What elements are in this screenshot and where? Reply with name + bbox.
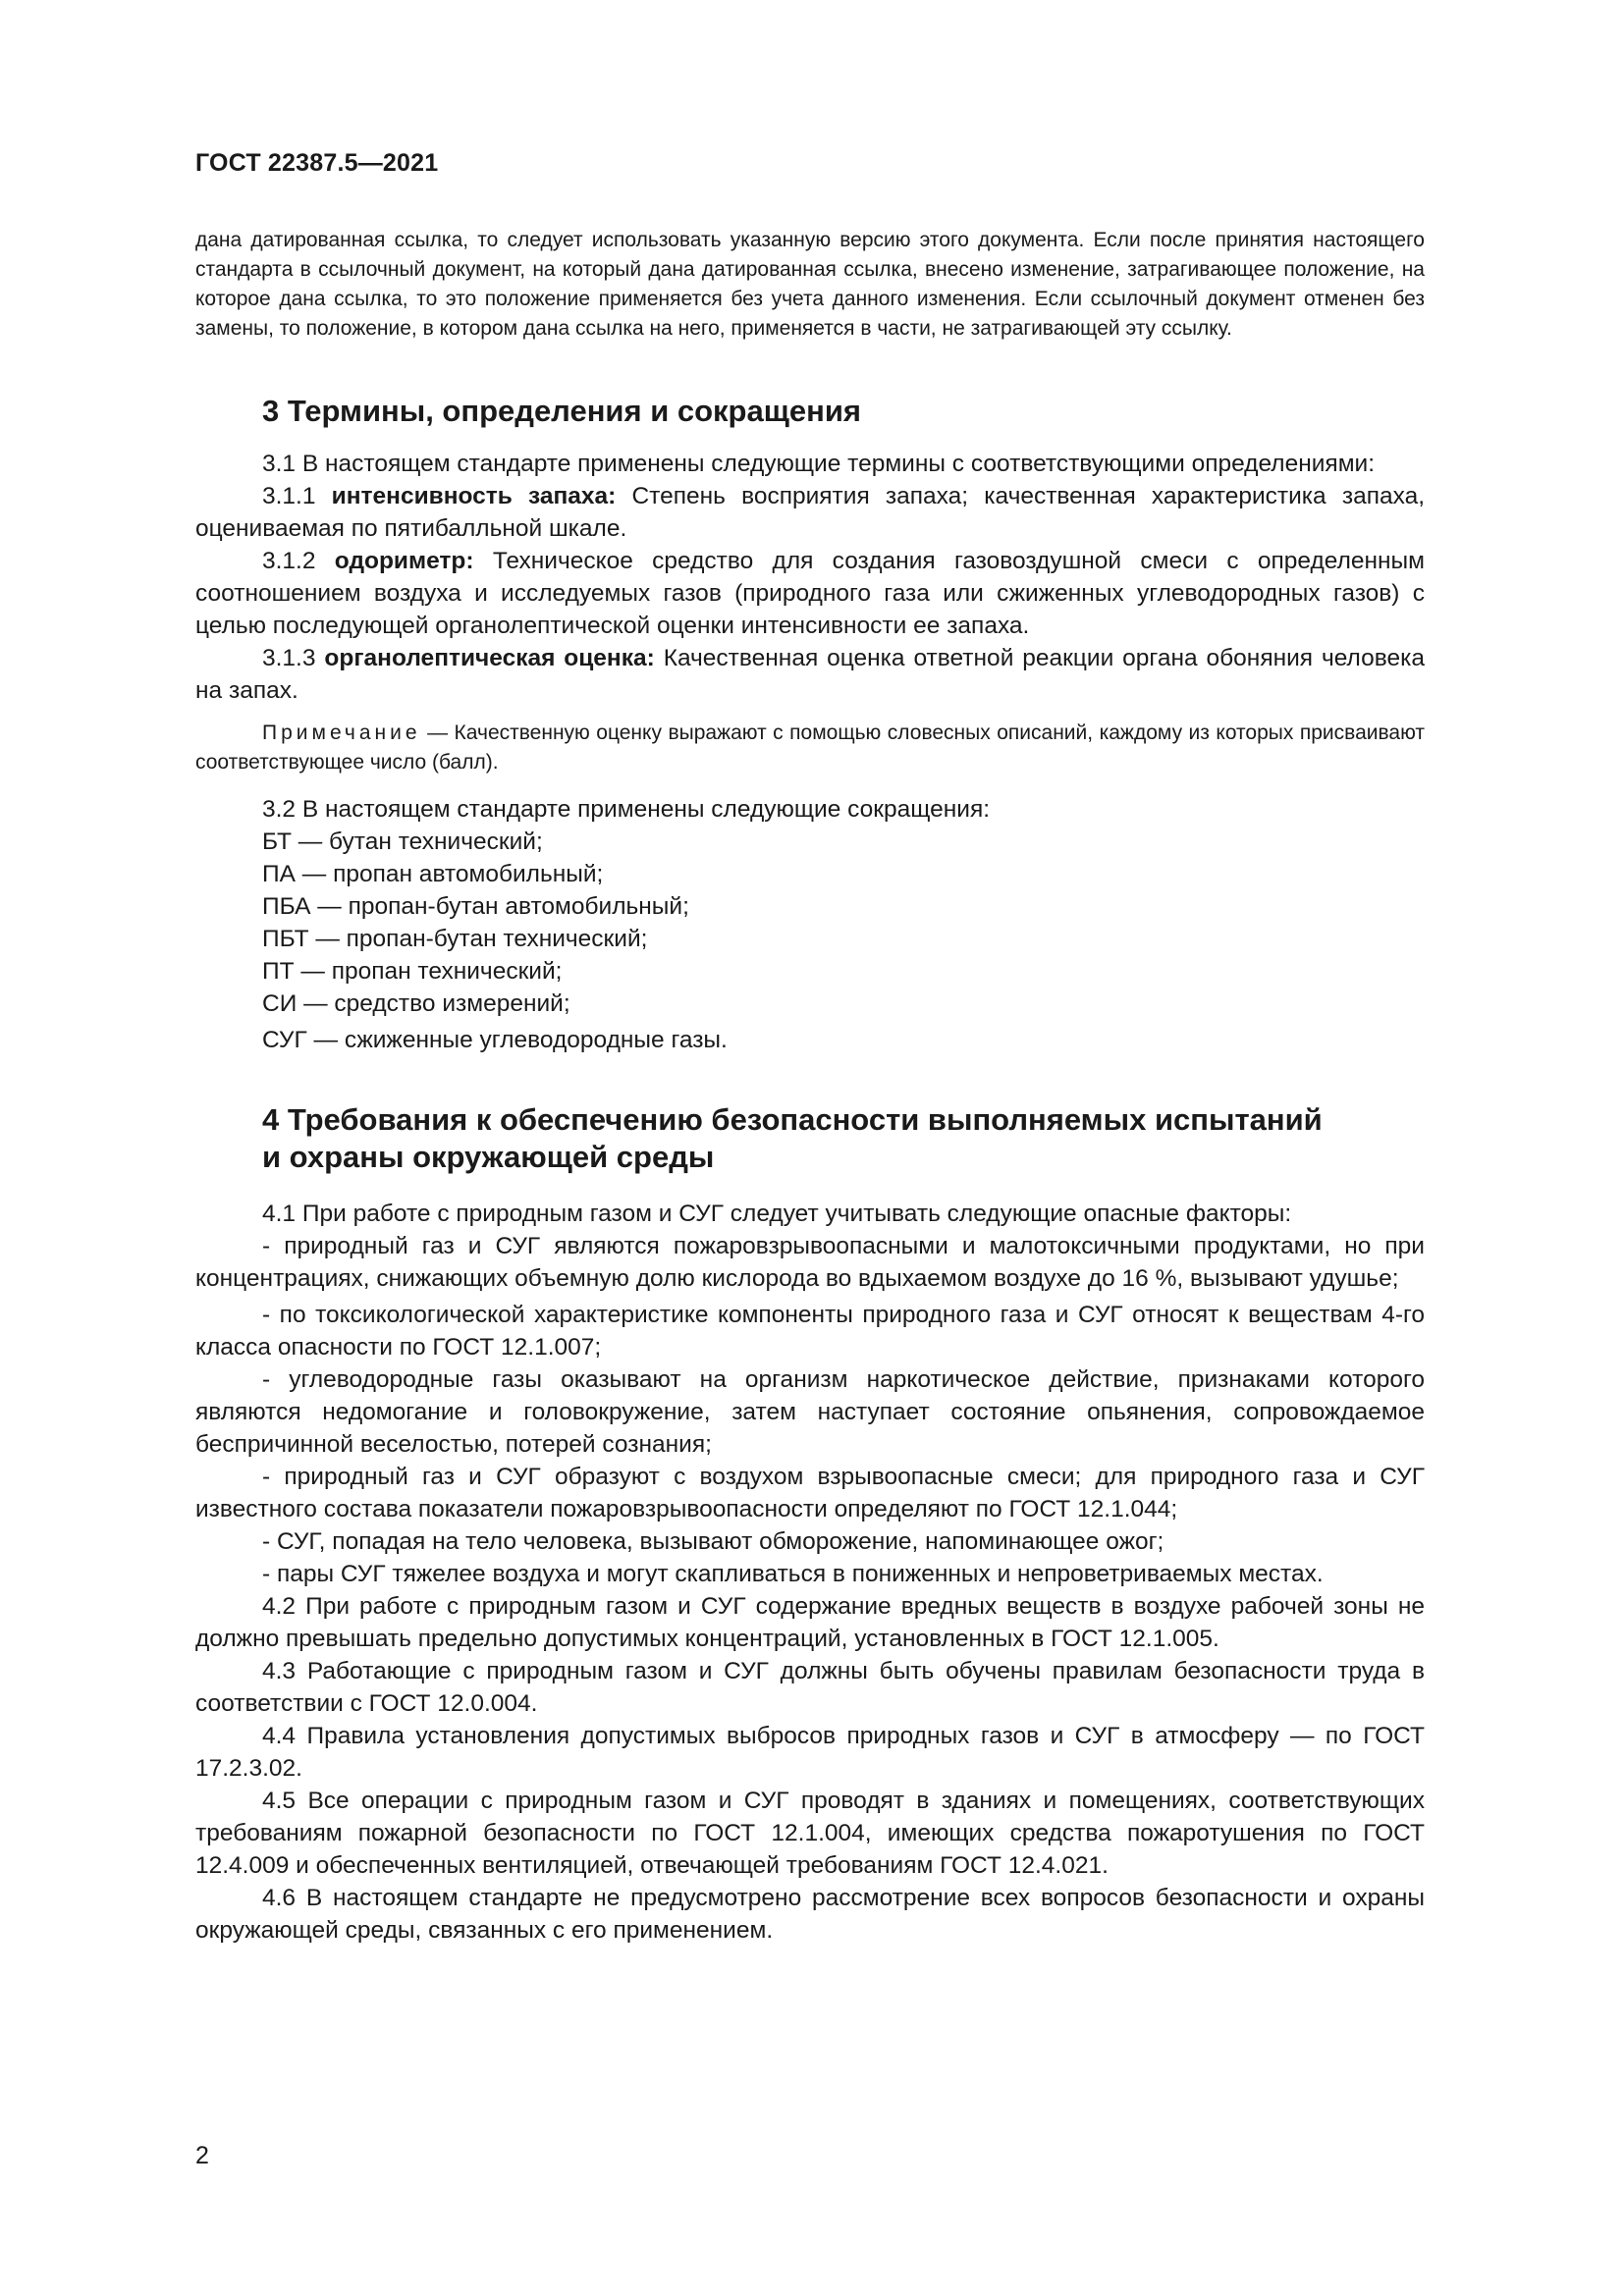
document-header: ГОСТ 22387.5—2021 — [195, 149, 439, 177]
abbreviation-item: СУГ — сжиженные углеводородные газы. — [262, 1027, 728, 1053]
note — [195, 719, 1425, 777]
section-4-heading — [195, 1101, 1425, 1176]
term-number: 3.1.1 — [262, 483, 316, 509]
paragraph-4-6: 4.6 В настоящем стандарте не предусмотрено рассмотрение всех вопросов безопасности и охраны окружающей среды, связанных с его применением. — [195, 1885, 1425, 1944]
hazard-item: - природный газ и СУГ являются пожаровзрывоопасными и малотоксичными продуктами, но при концентрациях, снижающих объемную долю кислорода во вдыхаемом воздухе до 16 %, вызывают удушье; — [195, 1233, 1425, 1292]
term-definition: Техническое средство для создания газовоздушной смеси с определенным соотношением воздуха и исследуемых газов (природного газа или сжиженных углеводородных газов) с целью последующей органолептической оценки интенсивности ее запаха. — [195, 548, 1426, 639]
section-3-heading: 3 Термины, определения и сокращения — [262, 394, 861, 428]
term-definition: Качественная оценка ответной реакции органа обоняния человека на запах. — [195, 645, 1425, 704]
paragraph-3-1: 3.1 В настоящем стандарте применены следующие термины с соответствующими определениями: — [262, 451, 1376, 477]
section-4-heading-line: и охраны окружающей среды — [262, 1140, 715, 1174]
abbreviation-item: ПБТ — пропан-бутан технический; — [262, 926, 648, 952]
paragraph-4-5: 4.5 Все операции с природным газом и СУГ проводят в зданиях и помещениях, соответствующих требованиям пожарной безопасности по ГОСТ 12.1.004, имеющих средства пожаротушения по ГОСТ 12.4.009 и обеспеченных вентиляцией, отвечающей требованиям ГОСТ 12.4.021. — [195, 1788, 1425, 1879]
abbreviation-item: БТ — бутан технический; — [262, 828, 543, 855]
term-definition: Степень восприятия запаха; качественная характеристика запаха, оцениваемая по пятибалльной шкале. — [195, 483, 1426, 542]
hazard-item: - природный газ и СУГ образуют с воздухом взрывоопасные смеси; для природного газа и СУГ известного состава показатели пожаровзрывоопасности определяют по ГОСТ 12.1.044; — [195, 1464, 1425, 1522]
term-3-1-1 — [195, 480, 1425, 545]
term-number: 3.1.2 — [262, 548, 316, 574]
note-label: Примечание — [262, 721, 421, 744]
hazard-item: - СУГ, попадая на тело человека, вызывают обморожение, напоминающее ожог; — [262, 1528, 1164, 1555]
abbreviation-item: ПБА — пропан-бутан автомобильный; — [262, 893, 689, 920]
term-name: интенсивность запаха: — [331, 483, 617, 509]
abbreviation-item: СИ — средство измерений; — [262, 990, 570, 1017]
paragraph-4-3: 4.3 Работающие с природным газом и СУГ должны быть обучены правилам безопасности труда в соответствии с ГОСТ 12.0.004. — [195, 1658, 1425, 1717]
term-3-1-3 — [195, 642, 1425, 707]
note-text: — Качественную оценку выражают с помощью словесных описаний, каждому из которых присваивают соответствующее число (балл). — [195, 721, 1425, 774]
abbreviation-item: ПА — пропан автомобильный; — [262, 861, 604, 887]
page-number: 2 — [195, 2142, 209, 2169]
section-4-heading-line: 4 Требования к обеспечению безопасности выполняемых испытаний — [262, 1102, 1323, 1137]
term-3-1-2 — [195, 545, 1425, 642]
hazard-item: - углеводородные газы оказывают на организм наркотическое действие, признаками которого являются недомогание и головокружение, затем наступает состояние опьянения, сопровождаемое беспричинной веселостью, потерей сознания; — [195, 1366, 1425, 1458]
intro-paragraph: дана датированная ссылка, то следует использовать указанную версию этого документа. Если после принятия настоящего стандарта в ссылочный документ, на который дана датированная ссылка, внесено изменение, затрагивающее положение, на которое дана ссылка, то это положение применяется без учета данного изменения. Если ссылочный документ отменен без замены, то положение, в котором дана ссылка на него, применяется в части, не затрагивающей эту ссылку. — [195, 229, 1425, 340]
hazard-item: - пары СУГ тяжелее воздуха и могут скапливаться в пониженных и непроветриваемых местах. — [262, 1561, 1324, 1587]
paragraph-4-2: 4.2 При работе с природным газом и СУГ содержание вредных веществ в воздухе рабочей зоны не должно превышать предельно допустимых концентраций, установленных в ГОСТ 12.1.005. — [195, 1593, 1425, 1652]
paragraph-4-4: 4.4 Правила установления допустимых выбросов природных газов и СУГ в атмосферу — по ГОСТ 17.2.3.02. — [195, 1723, 1425, 1782]
term-number: 3.1.3 — [262, 645, 316, 671]
abbreviation-item: ПТ — пропан технический; — [262, 958, 563, 985]
hazard-item: - по токсикологической характеристике компоненты природного газа и СУГ относят к веществам 4-го класса опасности по ГОСТ 12.1.007; — [195, 1302, 1425, 1361]
paragraph-3-2: 3.2 В настоящем стандарте применены следующие сокращения: — [262, 796, 991, 823]
term-name: органолептическая оценка: — [324, 645, 655, 671]
term-name: одориметр: — [334, 548, 474, 574]
paragraph-4-1: 4.1 При работе с природным газом и СУГ следует учитывать следующие опасные факторы: — [262, 1201, 1292, 1227]
page-content — [195, 226, 1425, 1947]
